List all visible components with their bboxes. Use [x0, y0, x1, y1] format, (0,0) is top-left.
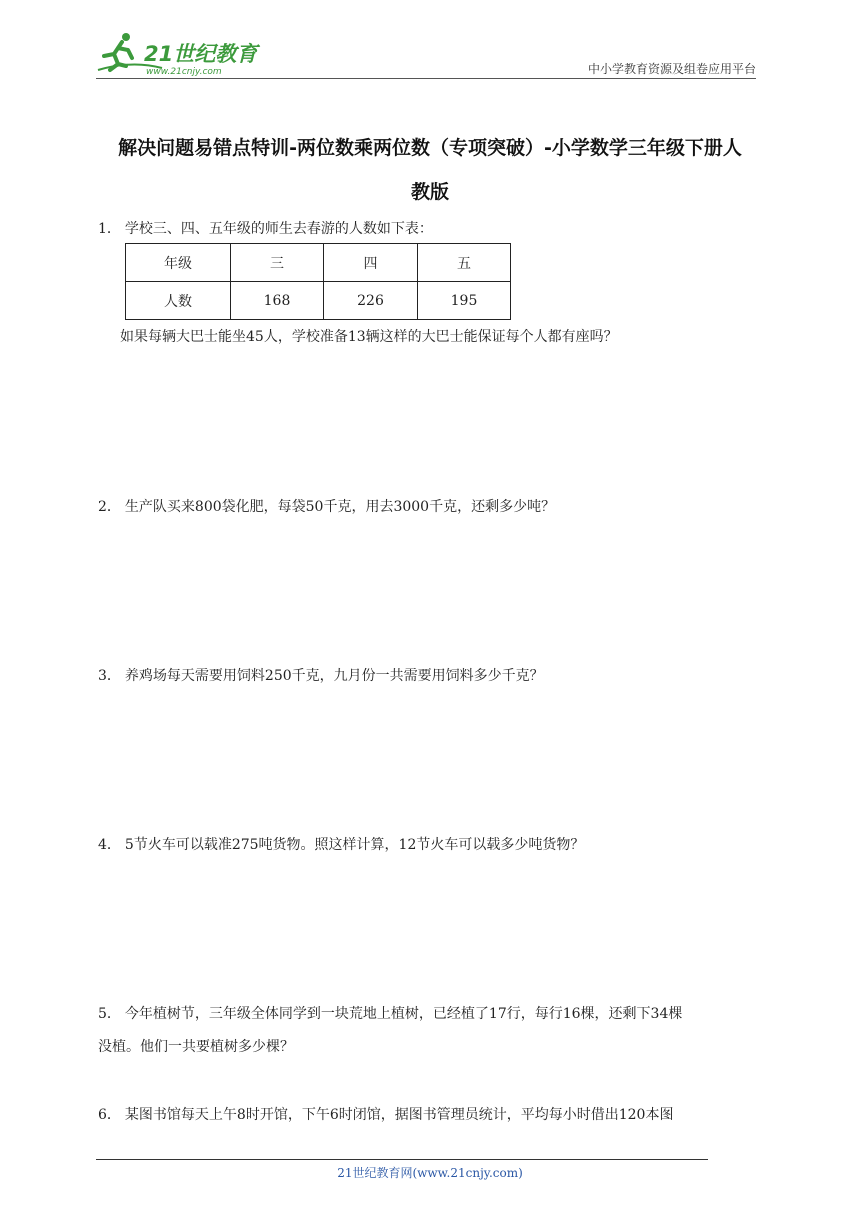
page-title	[96, 126, 764, 214]
question-5	[98, 998, 764, 1064]
question-4	[98, 830, 764, 860]
question-3	[98, 661, 764, 691]
question-5-line-2: 没植。他们一共要植树多少棵？	[98, 1039, 294, 1055]
question-text: 生产队买来800袋化肥，每袋50千克，用去3000千克，还剩多少吨？	[124, 499, 556, 515]
table-header-row	[126, 244, 511, 282]
question-number: 6．	[98, 1107, 121, 1123]
question-text: 5节火车可以载准275吨货物。照这样计算，12节火车可以载多少吨货物？	[124, 837, 585, 853]
platform-name: 中小学教育资源及组卷应用平台	[587, 62, 756, 76]
question-text: 学校三、四、五年级的师生去春游的人数如下表：	[124, 221, 433, 237]
question-text: 今年植树节，三年级全体同学到一块荒地上植树，已经植了17行，每行16棵，还剩下34棵	[124, 1006, 683, 1022]
svg-text:www.21cnjy.com: www.21cnjy.com	[146, 67, 222, 77]
question-number: 3．	[98, 668, 121, 684]
question-2	[98, 492, 764, 522]
table-cell: 年级	[126, 244, 231, 282]
footer-link[interactable]: 21世纪教育网(www.21cnjy.com)	[337, 1166, 523, 1180]
question-1	[98, 214, 764, 244]
question-5-line-1	[98, 998, 764, 1031]
header-divider	[96, 78, 756, 79]
question-number: 4．	[98, 837, 121, 853]
table-cell: 195	[418, 282, 511, 320]
page-header	[0, 0, 860, 80]
question-number: 5．	[98, 1006, 121, 1022]
table-cell: 人数	[126, 282, 231, 320]
question-text: 某图书馆每天上午8时开馆，下午6时闭馆，据图书管理员统计，平均每小时借出120本图	[124, 1107, 674, 1123]
question-number: 1．	[98, 221, 121, 237]
table-cell: 四	[324, 244, 418, 282]
logo	[92, 30, 262, 78]
table-cell: 五	[418, 244, 511, 282]
question-text: 养鸡场每天需要用饲料250千克，九月份一共需要用饲料多少千克？	[124, 668, 544, 684]
title-line-1: 解决问题易错点特训-两位数乘两位数（专项突破）-小学数学三年级下册人	[118, 137, 742, 159]
students-table	[125, 243, 511, 320]
runner-logo-icon	[92, 30, 262, 78]
question-1-follow: 如果每辆大巴士能坐45人，学校准备13辆这样的大巴士能保证每个人都有座吗？	[120, 329, 618, 345]
table-row	[126, 282, 511, 320]
svg-text:21世纪教育: 21世纪教育	[144, 42, 258, 66]
table-cell: 226	[324, 282, 418, 320]
table-cell: 168	[231, 282, 324, 320]
title-line-2: 教版	[410, 181, 449, 203]
footer-divider	[96, 1159, 708, 1160]
question-6	[98, 1100, 764, 1130]
table-cell: 三	[231, 244, 324, 282]
question-number: 2．	[98, 499, 121, 515]
